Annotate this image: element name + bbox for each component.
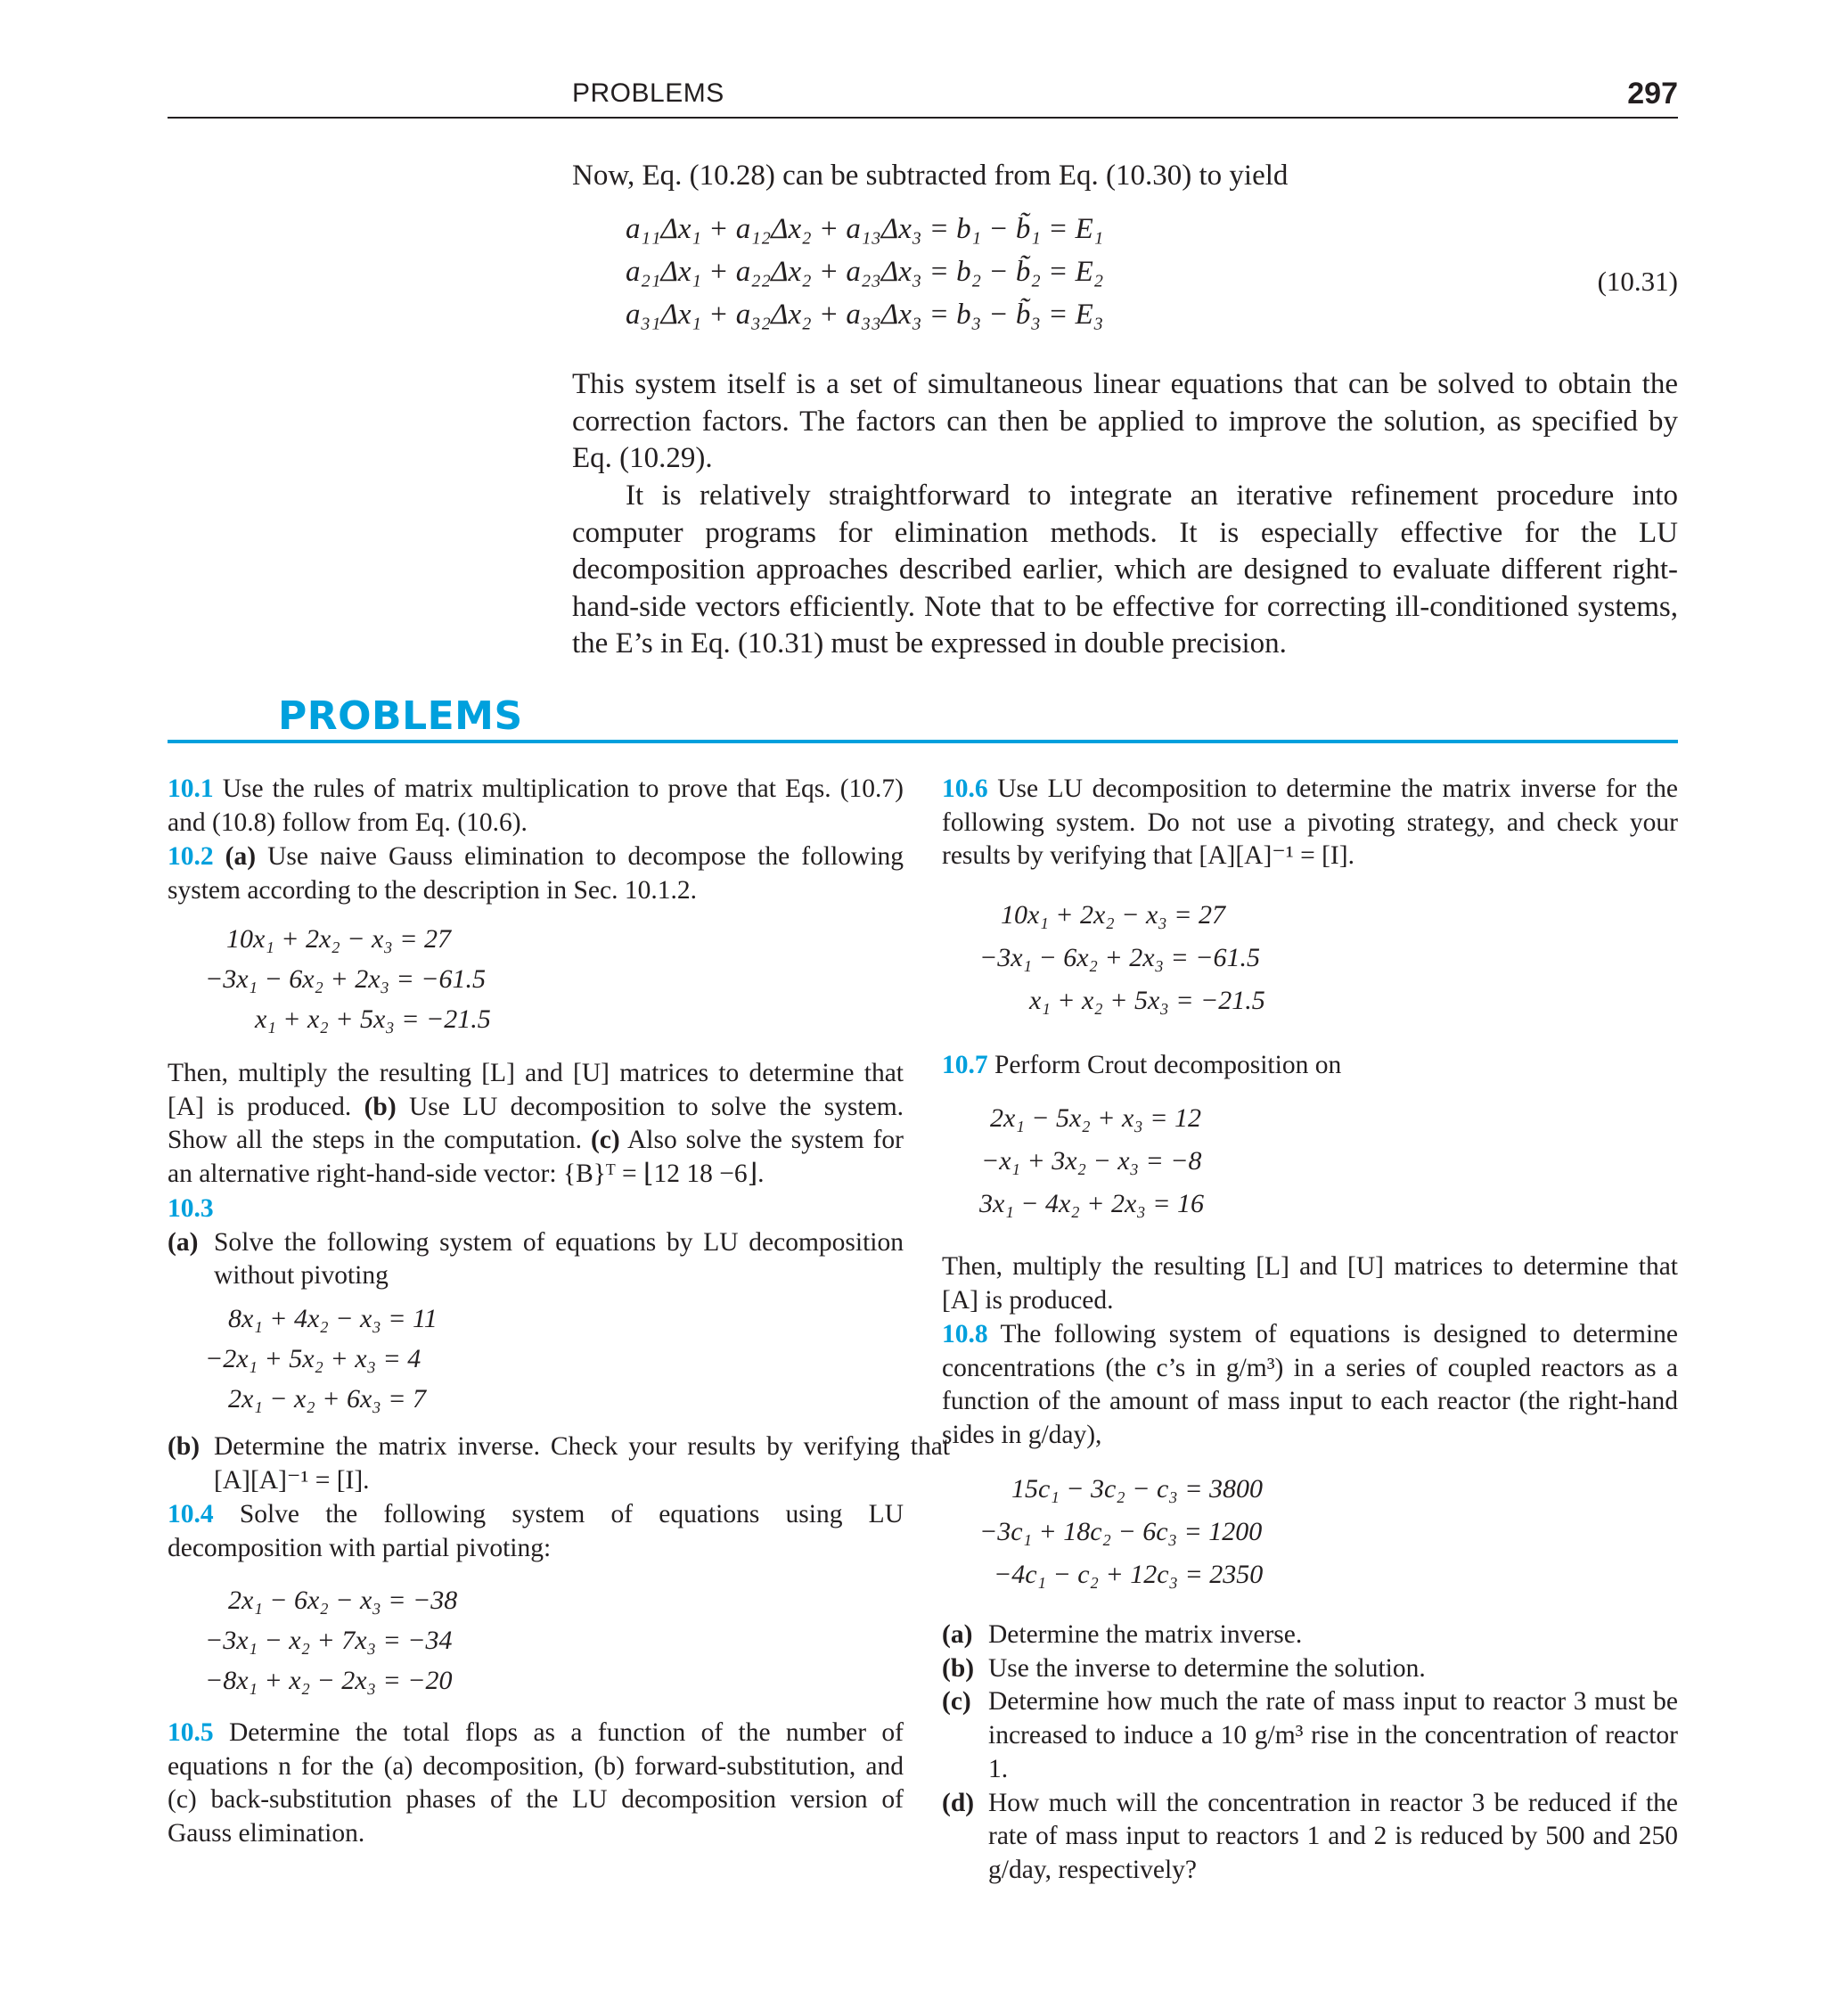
problem-number: 10.2: [168, 842, 214, 871]
problem-10-3: [168, 1192, 904, 1293]
equation-line: x₁ + x₂ + 5x₃ = −21.5: [1029, 986, 1265, 1015]
header-rule: [168, 117, 1678, 119]
equation-line: a₃₁Δx₁ + a₃₂Δx₂ + a₃₃Δx₃ = b₃ − b̃₃ = E₃: [626, 299, 1104, 331]
problem-number: 10.4: [168, 1500, 214, 1528]
problem-part-a: [942, 1619, 1678, 1652]
equation-line: −3x₁ − 6x₂ + 2x₃ = −61.5: [205, 964, 486, 994]
problem-part-a: [168, 1226, 904, 1293]
part-label: (a): [942, 1620, 973, 1649]
equation-line: 10x₁ + 2x₂ − x₃ = 27: [1001, 900, 1225, 930]
equation-line: 8x₁ + 4x₂ − x₃ = 11: [228, 1304, 438, 1333]
problem-text: Determine the total flops as a function of the number of equations n for the (a) decomposition, (b) forward-substitution, and (c) back-substitution phases of the LU decomposition version of Gauss elimination.: [168, 1718, 904, 1848]
part-label: (b): [942, 1653, 975, 1683]
equation-line: x₁ + x₂ + 5x₃ = −21.5: [255, 1004, 491, 1034]
problem-10-6-equations: [979, 900, 1265, 1028]
problem-text: Determine the matrix inverse. Check your results by verifying that [A][A]⁻¹ = [I].: [214, 1432, 950, 1495]
problem-text: The following system of equations is designed to determine concentrations (the c’s in g/m³) in a series of coupled reactors as a function of the amount of mass input to each reactor (the right-hand sides in g/day),: [942, 1320, 1678, 1450]
problem-number: 10.3: [168, 1194, 214, 1223]
problem-10-4: [168, 1498, 904, 1565]
part-label: (c): [590, 1126, 620, 1155]
problem-part-b: [942, 1652, 1678, 1686]
problem-10-7: [942, 1049, 1678, 1083]
problem-text: Use LU decomposition to solve the system. Show all the steps in the computation.: [168, 1092, 904, 1155]
problem-text: Solve the following system of equations by LU decomposition without pivoting: [214, 1227, 904, 1291]
page-number: 297: [1627, 77, 1678, 111]
equation-line: −x₁ + 3x₂ − x₃ = −8: [981, 1146, 1202, 1176]
problem-10-4-equations: [205, 1586, 457, 1706]
part-label: (a): [225, 842, 257, 871]
problem-text: Use the rules of matrix multiplication to prove that Eqs. (10.7) and (10.8) follow from Eq. (10.6).: [168, 774, 904, 837]
equation-line: 15c₁ − 3c₂ − c₃ = 3800: [1011, 1474, 1263, 1504]
problem-part-c: [942, 1685, 1678, 1786]
problem-number: 10.8: [942, 1320, 988, 1348]
part-label: (b): [364, 1092, 397, 1121]
equation-line: −2x₁ + 5x₂ + x₃ = 4: [205, 1344, 421, 1373]
problem-10-3-part-b: [168, 1430, 950, 1497]
problem-10-8-equations: [979, 1474, 1263, 1602]
problem-10-2-continued: [168, 1057, 904, 1192]
problem-10-7-equations: [979, 1103, 1204, 1232]
problem-text: Use LU decomposition to determine the matrix inverse for the following system. Do not use a pivoting strategy, and check your results by verifying that [A][A]⁻¹ = [I].: [942, 774, 1678, 871]
part-label: (b): [168, 1432, 201, 1461]
equation-line: 3x₁ − 4x₂ + 2x₃ = 16: [979, 1189, 1204, 1218]
part-label: (c): [942, 1687, 971, 1717]
problem-text: How much will the concentration in reactor 3 be reduced if the rate of mass input to reactors 1 and 2 is reduced by 500 and 250 g/day, respectively?: [988, 1788, 1678, 1884]
problem-10-8: [942, 1318, 1678, 1453]
problem-number: 10.1: [168, 774, 214, 803]
equation-10-31: [626, 213, 1103, 341]
equation-line: 2x₁ − 5x₂ + x₃ = 12: [990, 1103, 1201, 1133]
problem-part-d: [942, 1787, 1678, 1888]
equation-line: −3x₁ − 6x₂ + 2x₃ = −61.5: [979, 943, 1260, 972]
problem-text: Also solve the system for an alternative right-hand-side vector: {B}ᵀ = ⌊12 18 −6⌋.: [168, 1126, 904, 1189]
problem-text: Use naive Gauss elimination to decompose the following system according to the description in Sec. 10.1.2.: [168, 842, 904, 905]
equation-line: −4c₁ − c₂ + 12c₃ = 2350: [994, 1560, 1264, 1589]
equation-line: 2x₁ − x₂ + 6x₃ = 7: [228, 1384, 426, 1414]
section-title: PROBLEMS: [278, 693, 523, 739]
problem-number: 10.6: [942, 774, 988, 803]
problem-10-2-equations: [205, 924, 491, 1045]
problem-number: 10.7: [942, 1051, 988, 1079]
part-label: (d): [942, 1788, 975, 1817]
problem-10-2: [168, 840, 904, 907]
intro-paragraph-1: This system itself is a set of simultaneous linear equations that can be solved to obtain the correction factors. The factors can then be applied to improve the solution, as specified by Eq. (10.29).: [572, 368, 1678, 474]
section-rule: [168, 740, 1678, 743]
problem-text: Then, multiply the resulting [L] and [U] matrices to determine that [A] is produced.: [942, 1252, 1678, 1315]
equation-line: 10x₁ + 2x₂ − x₃ = 27: [226, 924, 451, 954]
problem-number: 10.5: [168, 1718, 214, 1747]
intro-lead: Now, Eq. (10.28) can be subtracted from Eq. (10.30) to yield: [572, 160, 1289, 192]
equation-line: −3x₁ − x₂ + 7x₃ = −34: [205, 1626, 453, 1655]
problem-text: Then, multiply the resulting [L] and [U] matrices to determine that [A] is produced.: [168, 1059, 904, 1121]
problem-text: Determine how much the rate of mass input to reactor 3 must be increased to induce a 10 g/m³ rise in the concentration of reactor 1.: [988, 1687, 1678, 1783]
equation-line: a₁₁Δx₁ + a₁₂Δx₂ + a₁₃Δx₃ = b₁ − b̃₁ = E₁: [626, 213, 1104, 245]
equation-line: a₂₁Δx₁ + a₂₂Δx₂ + a₂₃Δx₃ = b₂ − b̃₂ = E₂: [626, 256, 1104, 288]
problem-10-3-equations: [205, 1304, 438, 1424]
intro-paragraph-2: It is relatively straightforward to integrate an iterative refinement procedure into computer programs for elimination methods. It is especially effective for the LU decomposition approaches described earlier, which are designed to evaluate different right-hand-side vectors efficiently. Note that to be effective for correcting ill-conditioned systems, the E’s in Eq. (10.31) must be expressed in double precision.: [572, 479, 1678, 660]
problem-10-8-parts: [942, 1619, 1678, 1888]
part-label: (a): [168, 1227, 199, 1257]
equation-line: −8x₁ + x₂ − 2x₃ = −20: [205, 1666, 453, 1695]
problem-10-6: [942, 773, 1678, 873]
problem-text: Solve the following system of equations using LU decomposition with partial pivoting:: [168, 1500, 904, 1562]
problem-text: Use the inverse to determine the solution.: [988, 1653, 1426, 1683]
running-head: PROBLEMS: [572, 78, 724, 108]
equation-line: 2x₁ − 6x₂ − x₃ = −38: [228, 1586, 458, 1615]
equation-number: (10.31): [1597, 266, 1678, 297]
equation-line: −3c₁ + 18c₂ − 6c₃ = 1200: [979, 1517, 1263, 1546]
problem-10-7-continued: [942, 1250, 1678, 1317]
problem-10-5: [168, 1717, 904, 1851]
problem-10-1: [168, 773, 904, 840]
problem-text: Determine the matrix inverse.: [988, 1620, 1303, 1649]
problem-text: Perform Crout decomposition on: [994, 1051, 1342, 1079]
